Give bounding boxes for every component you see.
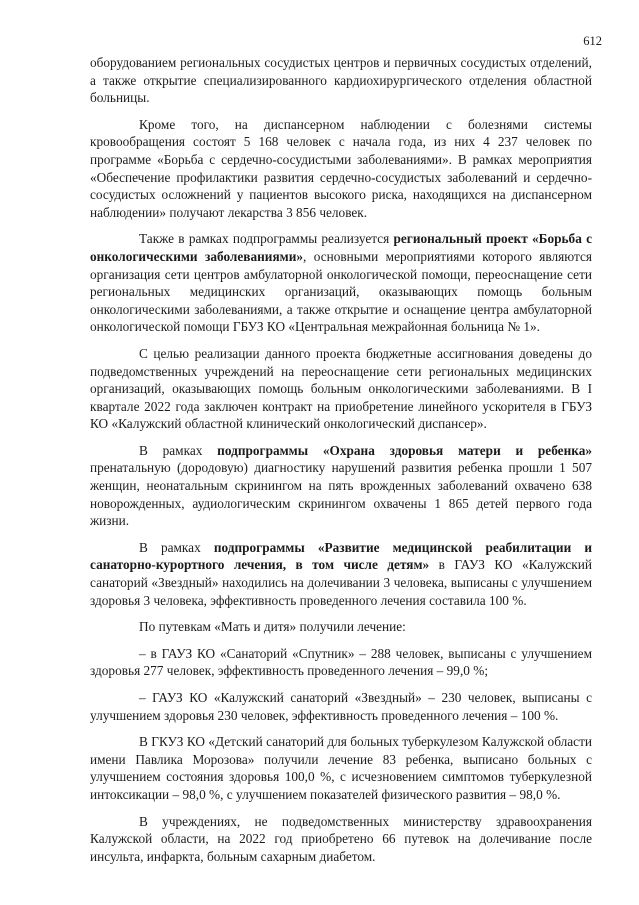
bold-text: подпрограммы «Охрана здоровья матери и ребенка» [217, 442, 592, 458]
paragraph [90, 689, 592, 724]
document-body [90, 54, 592, 874]
text-run: В ГКУЗ КО «Детский санаторий для больных туберкулезом Калужской области имени Павлика Морозова» получили лечение 83 ребенка, выписано больных с улучшением состояния здоровья 100,0 %, с исчезновением симптомов туберкулезной интоксикации – 98,0 %, с улучшением показателей физического развития – 98,0 %. [90, 734, 592, 802]
page-number: 612 [583, 34, 602, 48]
text-run: , основными мероприятиями которого являются организация сети центров амбулаторной онкологической помощи, переоснащение сети региональных медицинских организаций, оказывающих помощь больным онкологическими заболеваниями, а также открытие и оснащение центра амбулаторной онкологической помощи ГБУЗ КО «Центральная межрайонная больница № 1». [90, 248, 593, 335]
paragraph [90, 345, 592, 433]
text-run: По путевкам «Мать и дитя» получили лечение: [139, 619, 406, 635]
text-run: – в ГАУЗ КО «Санаторий «Спутник» – 288 человек, выписаны с улучшением здоровья 277 человек, эффективность проведенного лечения – 99,0 %; [90, 645, 592, 679]
bold-text: региональный проект «Борьба с онкологическими заболеваниями» [90, 231, 592, 264]
text-run: пренатальную (дородовую) диагностику нарушений развития ребенка прошли 1 507 женщин, неонатальным скринингом на пять врожденных заболеваний охвачено 638 новорожденных, аудиологическим скринингом охвачены 1 865 детей первого года жизни. [90, 460, 592, 529]
paragraph [90, 539, 592, 609]
text-run: В рамках [139, 442, 218, 458]
text-run: В рамках [139, 539, 214, 555]
text-run: – ГАУЗ КО «Калужский санаторий «Звездный» – 230 человек, выписаны с улучшением здоровья 230 человек, эффективность проведенного лечения – 100 %. [90, 690, 592, 723]
paragraph [90, 116, 592, 222]
paragraph [90, 442, 592, 530]
text-run: В учреждениях, не подведомственных министерству здравоохранения Калужской области, на 2022 год приобретено 66 путевок на долечивание после инсульта, инфаркта, больным сахарным диабетом. [90, 813, 592, 864]
paragraph [90, 733, 592, 803]
text-run: Также в рамках подпрограммы реализуется [139, 231, 394, 247]
paragraph [90, 230, 592, 336]
paragraph [90, 54, 592, 107]
text-run: С целью реализации данного проекта бюджетные ассигнования доведены до подведомственных учреждений на переоснащение сети региональных медицинских организаций, оказывающих помощь больным онкологическими заболеваниями. В I квартале 2022 года заключен контракт на приобретение линейного ускорителя в ГБУЗ КО «Калужский областной клинический онкологический диспансер». [90, 345, 592, 432]
text-run: оборудованием региональных сосудистых центров и первичных сосудистых отделений, а также открытие специализированного кардиохирургического отделения областной больницы. [90, 55, 592, 106]
bold-text: подпрограммы «Развитие медицинской реабилитации и санаторно-курортного лечения, в том числе детям» [90, 539, 592, 573]
paragraph [90, 618, 592, 636]
text-run: Кроме того, на диспансерном наблюдении с болезнями системы кровообращения состоят 5 168 человек с начала года, из них 4 237 человек по программе «Борьба с сердечно-сосудистыми заболеваниями». В рамках мероприятия «Обеспечение профилактики развития сердечно-сосудистых заболеваний и сердечно-сосудистых осложнений у пациентов высокого риска, находящихся на диспансерном наблюдении» получают лекарства 3 856 человек. [90, 116, 592, 220]
paragraph [90, 645, 592, 680]
paragraph [90, 813, 592, 866]
text-run: в ГАУЗ КО «Калужский санаторий «Звездный» находились на долечивании 3 человека, выписаны с улучшением здоровья 3 человека, эффективность проведенного лечения составила 100 %. [90, 557, 592, 608]
